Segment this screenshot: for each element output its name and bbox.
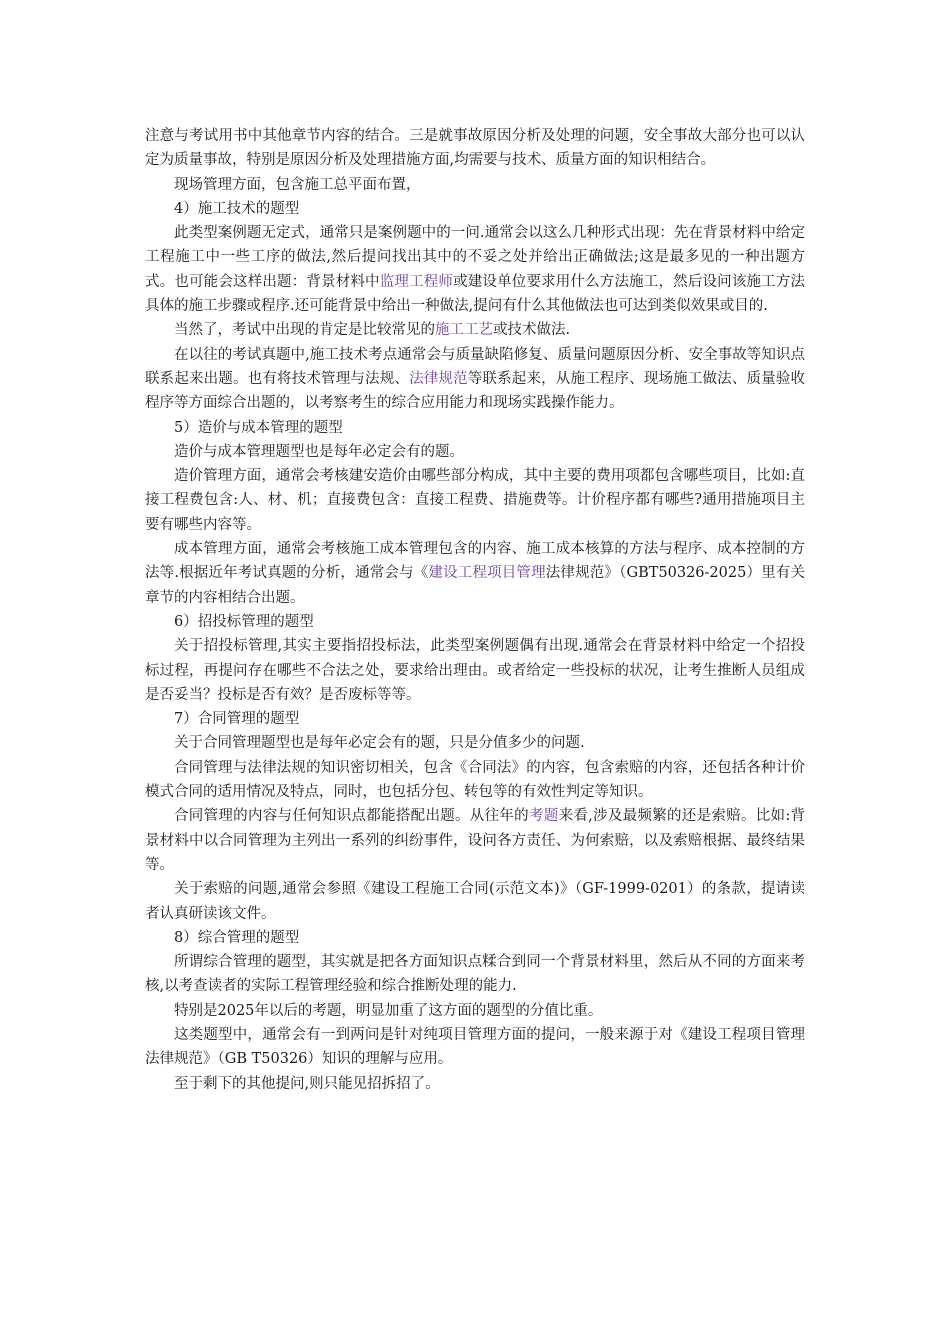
hyperlink[interactable]: 施工工艺 xyxy=(435,322,493,339)
text-run: 等联系起来，从施工程序、现场施工做法、质量验收程序等方面综合出题的，以考察考生的综合应用能力和现场实践操作能力。 xyxy=(145,370,806,412)
text-run: 5）造价与成本管理的题型 xyxy=(174,419,343,436)
text-run: 合同管理与法律法规的知识密切相关，包含《合同法》的内容，包含索赔的内容，还包括各种计价模式合同的适用情况及特点，同时，也包括分包、转包等的有效性判定等知识。 xyxy=(145,759,805,801)
text-run: 来看,涉及最频繁的还是索赔。比如:背景材料中以合同管理为主列出一系列的纠纷事件，设问各方责任、为何索赔，以及索赔根据、最终结果等。 xyxy=(145,808,806,873)
text-run: 所谓综合管理的题型，其实就是把各方面知识点糅合到同一个背景材料里，然后从不同的方面来考核,以考查读者的实际工程管理经验和综合推断处理的能力. xyxy=(145,954,805,995)
text-run: 当然了，考试中出现的肯定是比较常见的 xyxy=(174,322,435,339)
text-run: 这类题型中，通常会有一到两问是针对纯项目管理方面的提问，一般来源于对《建设工程项目管理法律规范》（GB T50326）知识的理解与应用。 xyxy=(145,1026,805,1068)
hyperlink[interactable]: 建设工程项目管理 xyxy=(428,565,546,582)
paragraph xyxy=(145,221,805,318)
text-run: 或建设单位要求用什么方法施工，然后设问该施工方法具体的施工步骤或程序.还可能背景中给出一种做法,提问有什么其他做法也可达到类似效果或目的. xyxy=(145,273,806,315)
paragraph xyxy=(145,731,805,755)
text-run: 成本管理方面，通常会考核施工成本管理包含的内容、施工成本核算的方法与程序、成本控制的方法等.根据近年考试真题的分析，通常会与《 xyxy=(145,541,805,582)
text-run: 注意与考试用书中其他章节内容的结合。三是就事故原因分析及处理的问题，安全事故大部分也可以认定为质量事故，特别是原因分析及处理措施方面,均需要与技术、质量方面的知识相结合。 xyxy=(145,128,805,169)
paragraph xyxy=(145,440,805,464)
text-run: 至于剩下的其他提问,则只能见招拆招了。 xyxy=(174,1075,440,1092)
text-run: 7）合同管理的题型 xyxy=(174,711,300,728)
hyperlink[interactable]: 考题 xyxy=(528,808,559,825)
text-run: 合同管理的内容与任何知识点都能搭配出题。从往年的 xyxy=(174,808,529,825)
text-run: 8）综合管理的题型 xyxy=(174,929,300,946)
hyperlink[interactable]: 法律规范 xyxy=(409,370,468,387)
text-run: 关于招投标管理,其实主要指招投标法，此类型案例题偶有出现.通常会在背景材料中给定一个招投标过程，再提问存在哪些不合法之处，要求给出理由。或者给定一些投标的状况，让考生推断人员组成是否妥当？投标是否有效？是否废标等等。 xyxy=(145,638,805,703)
paragraph xyxy=(145,999,805,1023)
paragraph xyxy=(145,1072,805,1096)
paragraph xyxy=(145,756,805,805)
hyperlink[interactable]: 监理工程师 xyxy=(379,273,454,290)
paragraph xyxy=(145,464,805,537)
paragraph xyxy=(145,124,805,173)
text-run: 造价与成本管理题型也是每年必定会有的题。 xyxy=(174,443,464,460)
text-run: 特别是2025年以后的考题，明显加重了这方面的题型的分值比重。 xyxy=(174,1002,603,1019)
paragraph xyxy=(145,1023,805,1072)
text-run: 关于索赔的问题,通常会参照《建设工程施工合同(示范文本)》（GF-1999-0201）的条款，提请读者认真研读该文件。 xyxy=(145,881,805,922)
paragraph xyxy=(145,173,805,197)
document-body xyxy=(145,124,805,1096)
text-run: 关于合同管理题型也是每年必定会有的题，只是分值多少的问题. xyxy=(174,735,585,752)
paragraph xyxy=(145,634,805,707)
text-run: 现场管理方面，包含施工总平面布置， xyxy=(174,176,421,193)
paragraph xyxy=(145,318,805,342)
paragraph xyxy=(145,804,805,877)
text-run: 或技术做法. xyxy=(493,322,571,339)
paragraph xyxy=(145,877,805,926)
text-run: 6）招投标管理的题型 xyxy=(174,613,314,630)
paragraph xyxy=(145,950,805,999)
text-run: 法律规范》（GBT50326-2025）里有关章节的内容相结合出题。 xyxy=(145,565,805,606)
text-run: 在以往的考试真题中,施工技术考点通常会与质量缺陷修复、质量问题原因分析、安全事故等知识点联系起来出题。也有将技术管理与法规、 xyxy=(145,346,805,387)
paragraph xyxy=(145,610,805,634)
text-run: 造价管理方面，通常会考核建安造价由哪些部分构成，其中主要的费用项都包含哪些项目，比如:直接工程费包含:人、材、机；直接费包含：直接工程费、措施费等。计价程序都有哪些?通用措施项目主要有哪些内容等。 xyxy=(145,468,805,533)
paragraph xyxy=(145,707,805,731)
paragraph xyxy=(145,197,805,221)
paragraph xyxy=(145,926,805,950)
paragraph xyxy=(145,416,805,440)
text-run: 此类型案例题无定式，通常只是案例题中的一问.通常会以这么几种形式出现：先在背景材料中给定工程施工中一些工序的做法,然后提问找出其中的不妥之处并给出正确做法;这是最多见的一种出题方式。也可能会这样出题：背景材料中 xyxy=(145,225,805,290)
paragraph xyxy=(145,343,805,416)
text-run: 4）施工技术的题型 xyxy=(174,200,300,217)
paragraph xyxy=(145,537,805,610)
